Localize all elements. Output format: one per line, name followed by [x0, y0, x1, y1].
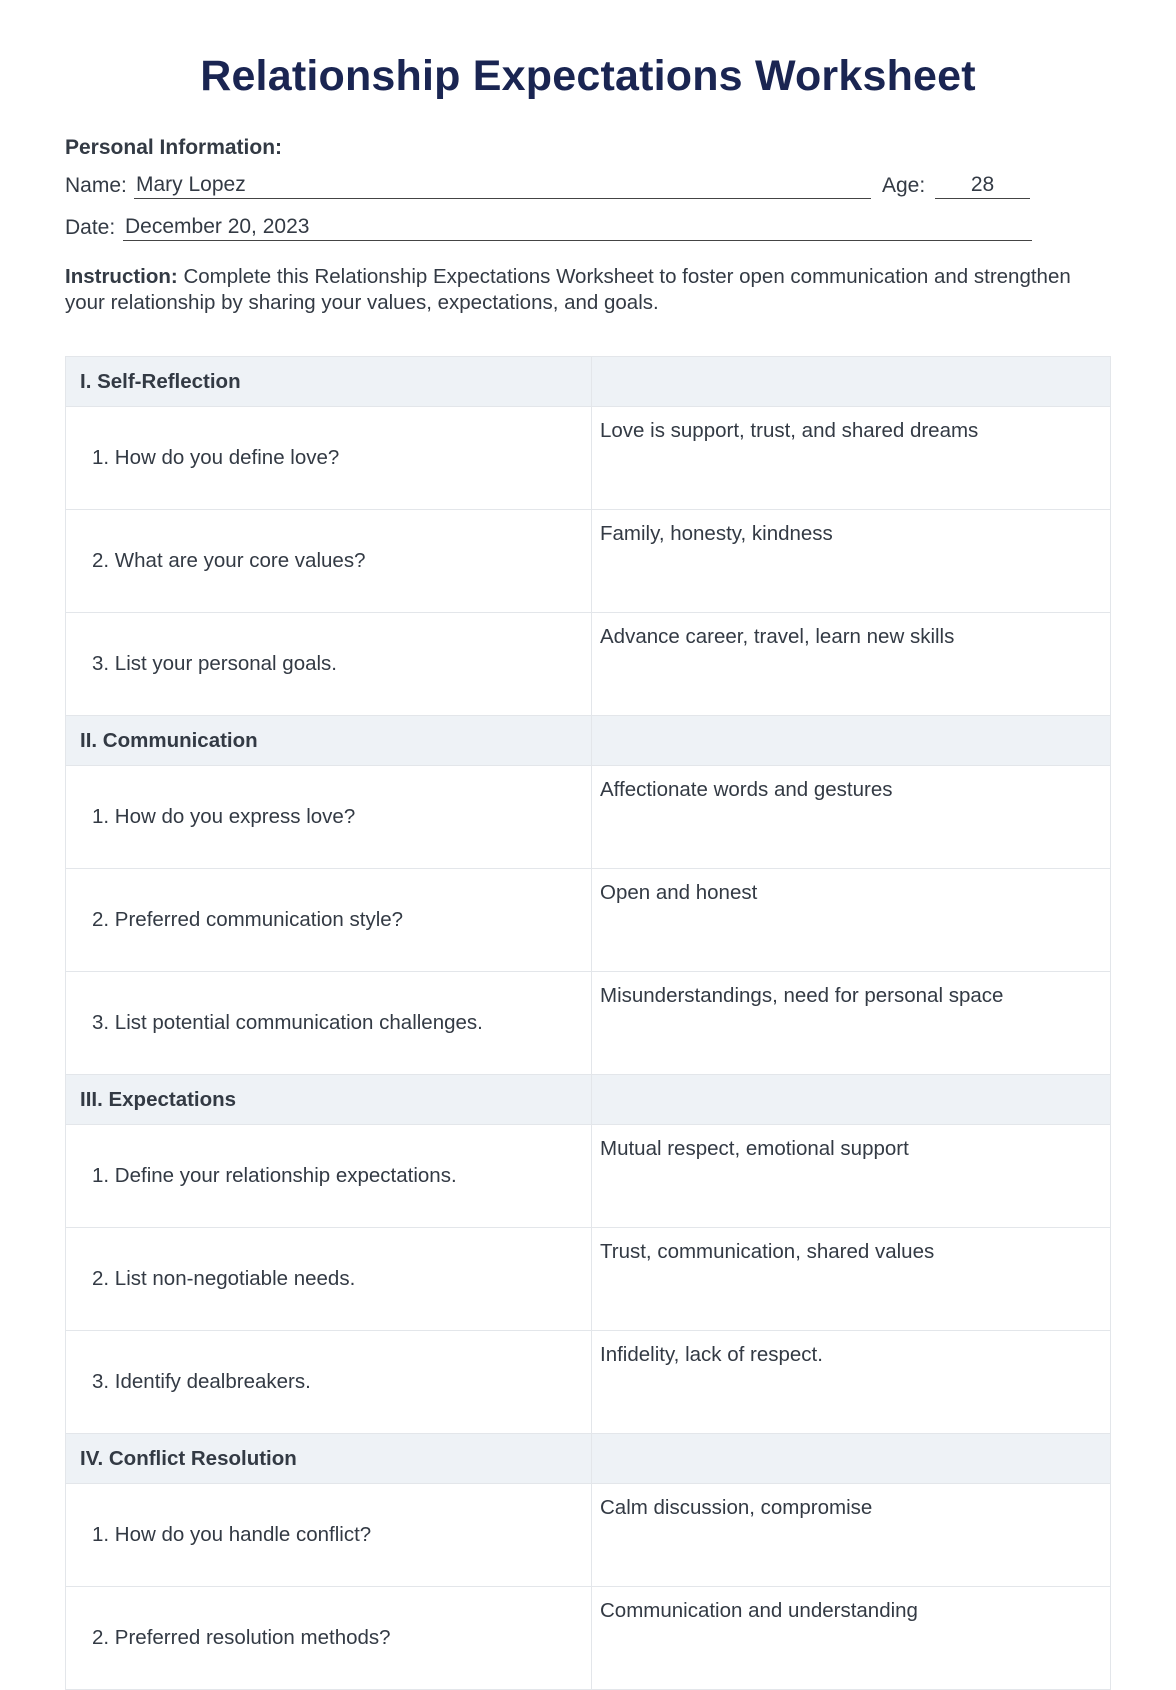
question-row: [66, 510, 1111, 613]
answer-field[interactable]: Family, honesty, kindness: [592, 510, 1111, 613]
instruction-label: Instruction:: [65, 265, 178, 288]
name-field[interactable]: Mary Lopez: [134, 172, 871, 199]
question-row: [66, 1125, 1111, 1228]
worksheet-table: [65, 356, 1111, 1690]
question-text: 2. Preferred communication style?: [66, 869, 592, 972]
question-text: 3. List your personal goals.: [66, 613, 592, 716]
question-row: [66, 766, 1111, 869]
section-header-row: [66, 1075, 1111, 1125]
answer-field[interactable]: Communication and understanding: [592, 1587, 1111, 1690]
date-field[interactable]: December 20, 2023: [123, 214, 1032, 241]
question-text: 1. How do you express love?: [66, 766, 592, 869]
section-header-row: [66, 1434, 1111, 1484]
question-row: [66, 1484, 1111, 1587]
age-label: Age:: [882, 174, 926, 197]
question-row: [66, 1228, 1111, 1331]
answer-field[interactable]: Calm discussion, compromise: [592, 1484, 1111, 1587]
answer-field[interactable]: Love is support, trust, and shared dreams: [592, 407, 1111, 510]
section-title: I. Self-Reflection: [66, 357, 592, 407]
question-text: 1. How do you handle conflict?: [66, 1484, 592, 1587]
personal-info-heading: Personal Information:: [65, 136, 283, 159]
answer-field[interactable]: Misunderstandings, need for personal space: [592, 972, 1111, 1075]
page-title: Relationship Expectations Worksheet: [200, 52, 976, 100]
question-row: [66, 1587, 1111, 1690]
date-label: Date:: [65, 216, 116, 239]
question-text: 1. Define your relationship expectations.: [66, 1125, 592, 1228]
question-row: [66, 1331, 1111, 1434]
question-text: 2. List non-negotiable needs.: [66, 1228, 592, 1331]
instruction-text: [65, 264, 1110, 316]
question-row: [66, 613, 1111, 716]
answer-field[interactable]: Open and honest: [592, 869, 1111, 972]
question-text: 3. List potential communication challenges.: [66, 972, 592, 1075]
age-field[interactable]: 28: [935, 172, 1030, 199]
section-title: IV. Conflict Resolution: [66, 1434, 592, 1484]
question-row: [66, 869, 1111, 972]
answer-field[interactable]: Advance career, travel, learn new skills: [592, 613, 1111, 716]
question-text: 1. How do you define love?: [66, 407, 592, 510]
answer-field[interactable]: Infidelity, lack of respect.: [592, 1331, 1111, 1434]
section-header-row: [66, 716, 1111, 766]
section-title: III. Expectations: [66, 1075, 592, 1125]
instruction-body: Complete this Relationship Expectations Worksheet to foster open communication and strengthen your relationship by sharing your values, expectations, and goals.: [65, 265, 1071, 314]
answer-field[interactable]: Trust, communication, shared values: [592, 1228, 1111, 1331]
answer-field[interactable]: Affectionate words and gestures: [592, 766, 1111, 869]
answer-field[interactable]: Mutual respect, emotional support: [592, 1125, 1111, 1228]
question-row: [66, 407, 1111, 510]
question-text: 3. Identify dealbreakers.: [66, 1331, 592, 1434]
question-row: [66, 972, 1111, 1075]
question-text: 2. Preferred resolution methods?: [66, 1587, 592, 1690]
question-text: 2. What are your core values?: [66, 510, 592, 613]
name-label: Name:: [65, 174, 127, 197]
section-title: II. Communication: [66, 716, 592, 766]
section-header-row: [66, 357, 1111, 407]
